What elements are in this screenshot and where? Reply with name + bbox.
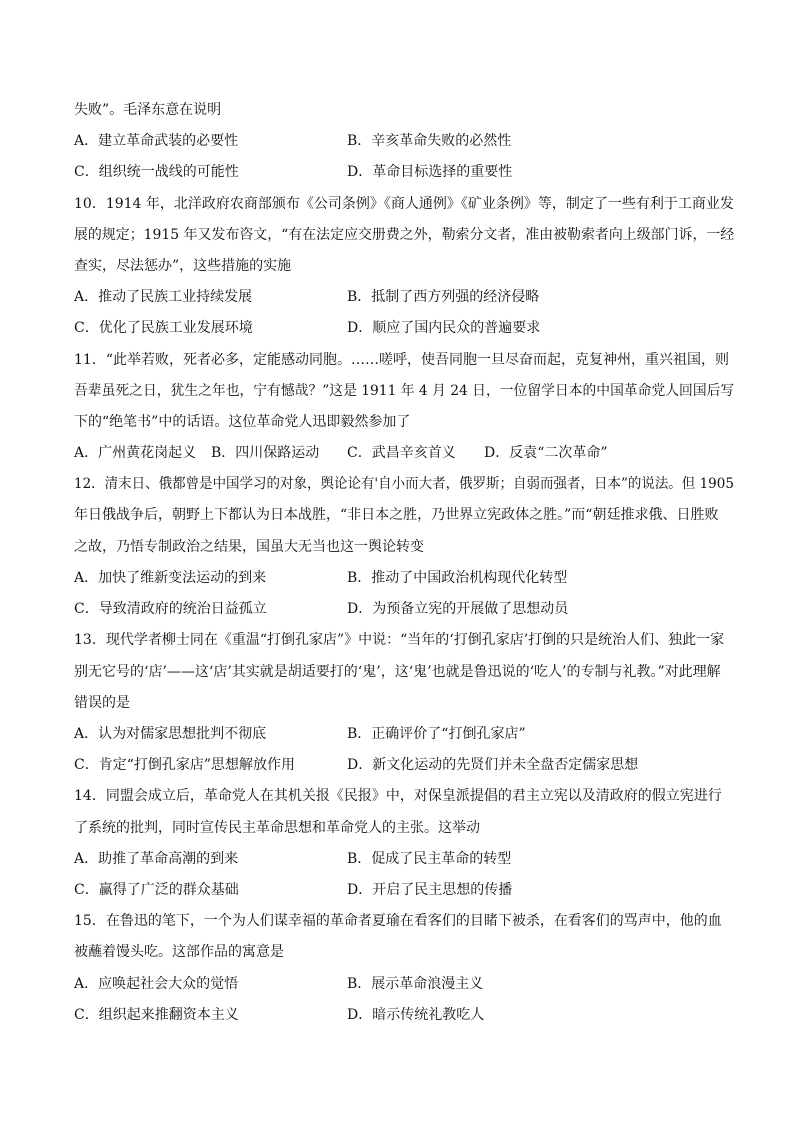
q11-option-b: B．四川保路运动 (211, 445, 320, 461)
q14-option-a: A．助推了革命高潮的到来 (74, 851, 239, 867)
q15-option-c: C．组织起来推翻资本主义 (74, 1007, 239, 1023)
q15-stem-line-2: 被蘸着馒头吃。这部作品的寓意是 (74, 944, 284, 960)
q11-stem-line-3: 下的“绝笔书”中的话语。这位革命党人迅即毅然参加了 (74, 414, 411, 430)
q10-stem-line-2: 展的规定；1915 年又发布咨文，“有在法定应交册费之外，勒索分文者，准由被勒索者向上级部门诉，一经 (74, 227, 735, 243)
q14-stem-line-2: 了系统的批判，同时宣传民主革命思想和革命党人的主张。这举动 (74, 820, 480, 836)
q9-option-b: B．辛亥革命失败的必然性 (347, 133, 512, 149)
q15-stem-line-1: 15．在鲁迅的笔下，一个为人们谋幸福的革命者夏瑜在看客们的目睹下被杀，在看客们的骂声中，他的血 (74, 913, 722, 929)
q13-option-b: B．正确评价了“打倒孔家店” (347, 726, 526, 742)
q9-stem-tail: 失败”。毛泽东意在说明 (74, 102, 222, 118)
q15-option-d: D．暗示传统礼教吃人 (347, 1007, 485, 1023)
q13-option-a: A．认为对儒家思想批判不彻底 (74, 726, 267, 742)
q10-option-b: B．抵制了西方列强的经济侵略 (347, 289, 540, 305)
q12-option-b: B．推动了中国政治机构现代化转型 (347, 570, 568, 586)
q14-stem-line-1: 14．同盟会成立后，革命党人在其机关报《民报》中，对保皇派提倡的君主立宪以及清政府的假立宪进行 (74, 788, 722, 804)
q12-stem-line-1: 12．清末日、俄都曾是中国学习的对象，舆论论有'自小而大者，俄罗斯；自弱而强者，日本”的说法。但 1905 (74, 476, 734, 492)
q11-option-d: D．反袁“二次革命” (484, 445, 608, 461)
q13-stem-line-3: 错误的是 (74, 695, 130, 711)
q11-option-a: A．广州黄花岗起义 (74, 445, 197, 461)
q9-option-c: C．组织统一战线的可能性 (74, 164, 239, 180)
q10-option-d: D．顺应了国内民众的普遍要求 (347, 320, 541, 336)
q11-stem-line-2: 吾辈虽死之日，犹生之年也，宁有憾哉？”这是 1911 年 4 月 24 日，一位留学日本的中国革命党人回国后写 (74, 383, 735, 399)
q13-stem-line-1: 13．现代学者柳士同在《重温“打倒孔家店”》中说：“当年的‘打倒孔家店’打倒的只是统治人们、独此一家 (74, 632, 725, 648)
q10-option-c: C．优化了民族工业发展环境 (74, 320, 253, 336)
q10-stem-line-3: 查实，尽法惩办”，这些措施的实施 (74, 258, 292, 274)
q11-stem-line-1: 11．“此举若败，死者必多，定能感动同胞。……嗟呼，使吾同胞一旦尽奋而起，克复神州，重兴祖国，则 (74, 352, 729, 368)
q14-option-d: D．开启了民主思想的传播 (347, 882, 513, 898)
q12-stem-line-3: 之故，乃悟专制政治之结果，国虽大无当也这一舆论转变 (74, 539, 424, 555)
q13-option-d: D．新文化运动的先贤们并未全盘否定儒家思想 (347, 757, 639, 773)
q13-option-c: C．肯定“打倒孔家店”思想解放作用 (74, 757, 296, 773)
q9-option-d: D．革命目标选择的重要性 (347, 164, 513, 180)
q10-stem-line-1: 10．1914 年，北洋政府农商部颁布《公司条例》《商人通例》《矿业条例》等，制定了一些有利于工商业发 (74, 196, 734, 212)
q15-option-b: B．展示革命浪漫主义 (347, 976, 484, 992)
q15-option-a: A．应唤起社会大众的觉悟 (74, 976, 239, 992)
q14-option-b: B．促成了民主革命的转型 (347, 851, 512, 867)
q12-option-d: D．为预备立宪的开展做了思想动员 (347, 601, 569, 617)
q13-stem-line-2: 别无它号的‘店’——这‘店’其实就是胡适要打的‘鬼’，这‘鬼’也就是鲁迅说的‘吃人’的专制与礼教。”对此理解 (74, 664, 721, 680)
q9-option-a: A．建立革命武装的必要性 (74, 133, 239, 149)
q12-option-c: C．导致清政府的统治日益孤立 (74, 601, 267, 617)
q11-option-c: C．武昌辛亥首义 (347, 445, 456, 461)
q10-option-a: A．推动了民族工业持续发展 (74, 289, 253, 305)
q12-option-a: A．加快了维新变法运动的到来 (74, 570, 267, 586)
q14-option-c: C．赢得了广泛的群众基础 (74, 882, 239, 898)
q12-stem-line-2: 年日俄战争后，朝野上下都认为日本战胜，“非日本之胜，乃世界立宪政体之胜。”而“朝廷推求俄、日胜败 (74, 507, 719, 523)
